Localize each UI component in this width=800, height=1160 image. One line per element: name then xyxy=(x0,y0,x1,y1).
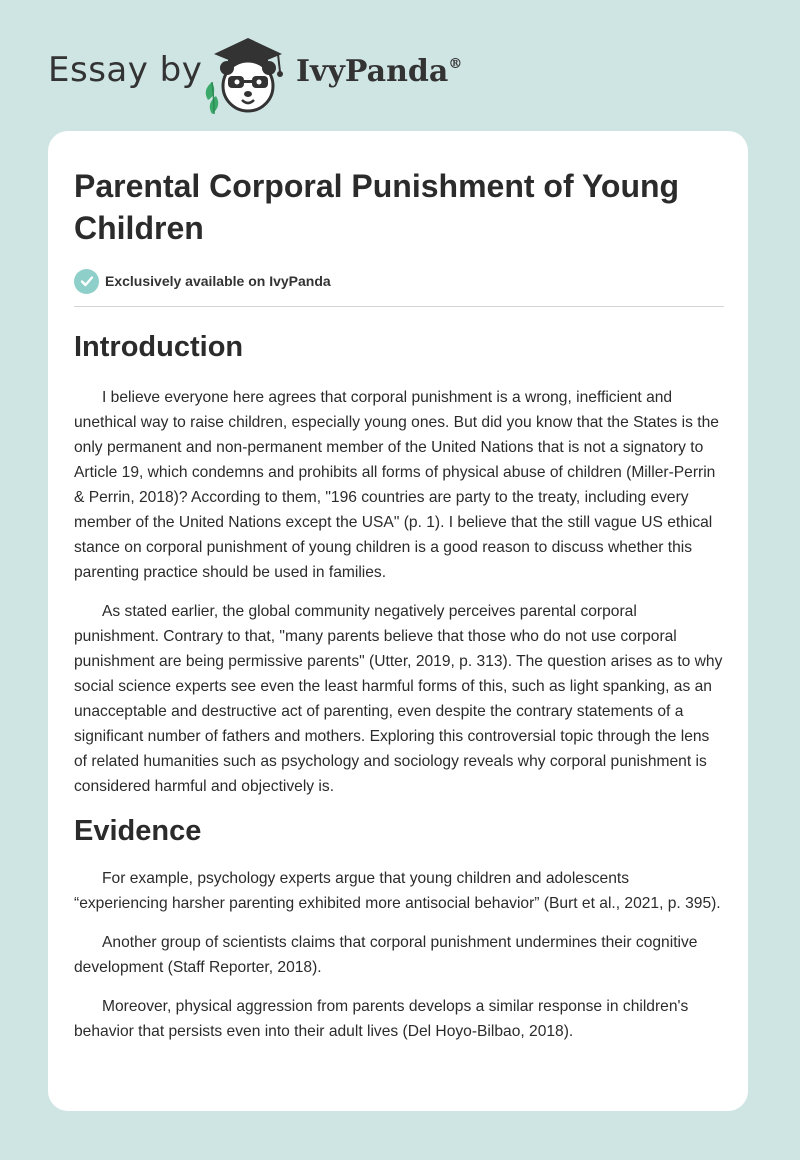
paragraph: Another group of scientists claims that corporal punishment undermines their cognitive development (Staff Reporter, 2018). xyxy=(74,934,698,976)
paragraph: Moreover, physical aggression from parents develops a similar response in children's behavior that persists even into their adult lives (Del Hoyo-Bilbao, 2018). xyxy=(74,998,689,1040)
page-title: Parental Corporal Punishment of Young Children xyxy=(74,168,680,246)
brand-name[interactable]: IvyPanda® xyxy=(296,54,463,89)
site-header xyxy=(0,0,800,130)
paragraph: As stated earlier, the global community negatively perceives parental corporal punishment. Contrary to that, "many parents believe that those who do not use corporal punishment are being permissive parents" (Utter, 2019, p. 313). The question arises as to why social science experts see even the least harmful forms of this, such as light spanking, as an unacceptable and destructive act of parenting, even despite the contrary statements of a significant number of fathers and mothers. Exploring this controversial topic through the lens of related humanities such as psychology and sociology reveals why corporal punishment is considered harmful and objectively is. xyxy=(74,603,723,795)
essay-by-label: Essay by xyxy=(48,50,203,90)
badge-text: Exclusively available on IvyPanda xyxy=(105,273,331,289)
section-heading-introduction: Introduction xyxy=(74,331,244,363)
essay-card xyxy=(48,131,748,1111)
panda-logo-icon[interactable] xyxy=(198,34,294,114)
divider xyxy=(74,306,724,307)
paragraph: I believe everyone here agrees that corporal punishment is a wrong, inefficient and unethical way to raise children, especially young ones. But did you know that the States is the only permanent and non-permanent member of the United Nations that is not a signatory to Article 19, which condemns and prohibits all forms of physical abuse of children (Miller-Perrin & Perrin, 2018)? According to them, "196 countries are party to the treaty, including every member of the United Nations except the USA" (p. 1). I believe that the still vague US ethical stance on corporal punishment of young children is a good reason to discuss whether this parenting practice should be used in families. xyxy=(74,389,719,581)
paragraph: For example, psychology experts argue that young children and adolescents “experiencing harsher parenting exhibited more antisocial behavior” (Burt et al., 2021, p. 395). xyxy=(74,870,721,912)
check-icon xyxy=(74,269,99,294)
section-heading-evidence: Evidence xyxy=(74,815,202,847)
exclusive-badge xyxy=(74,268,724,294)
